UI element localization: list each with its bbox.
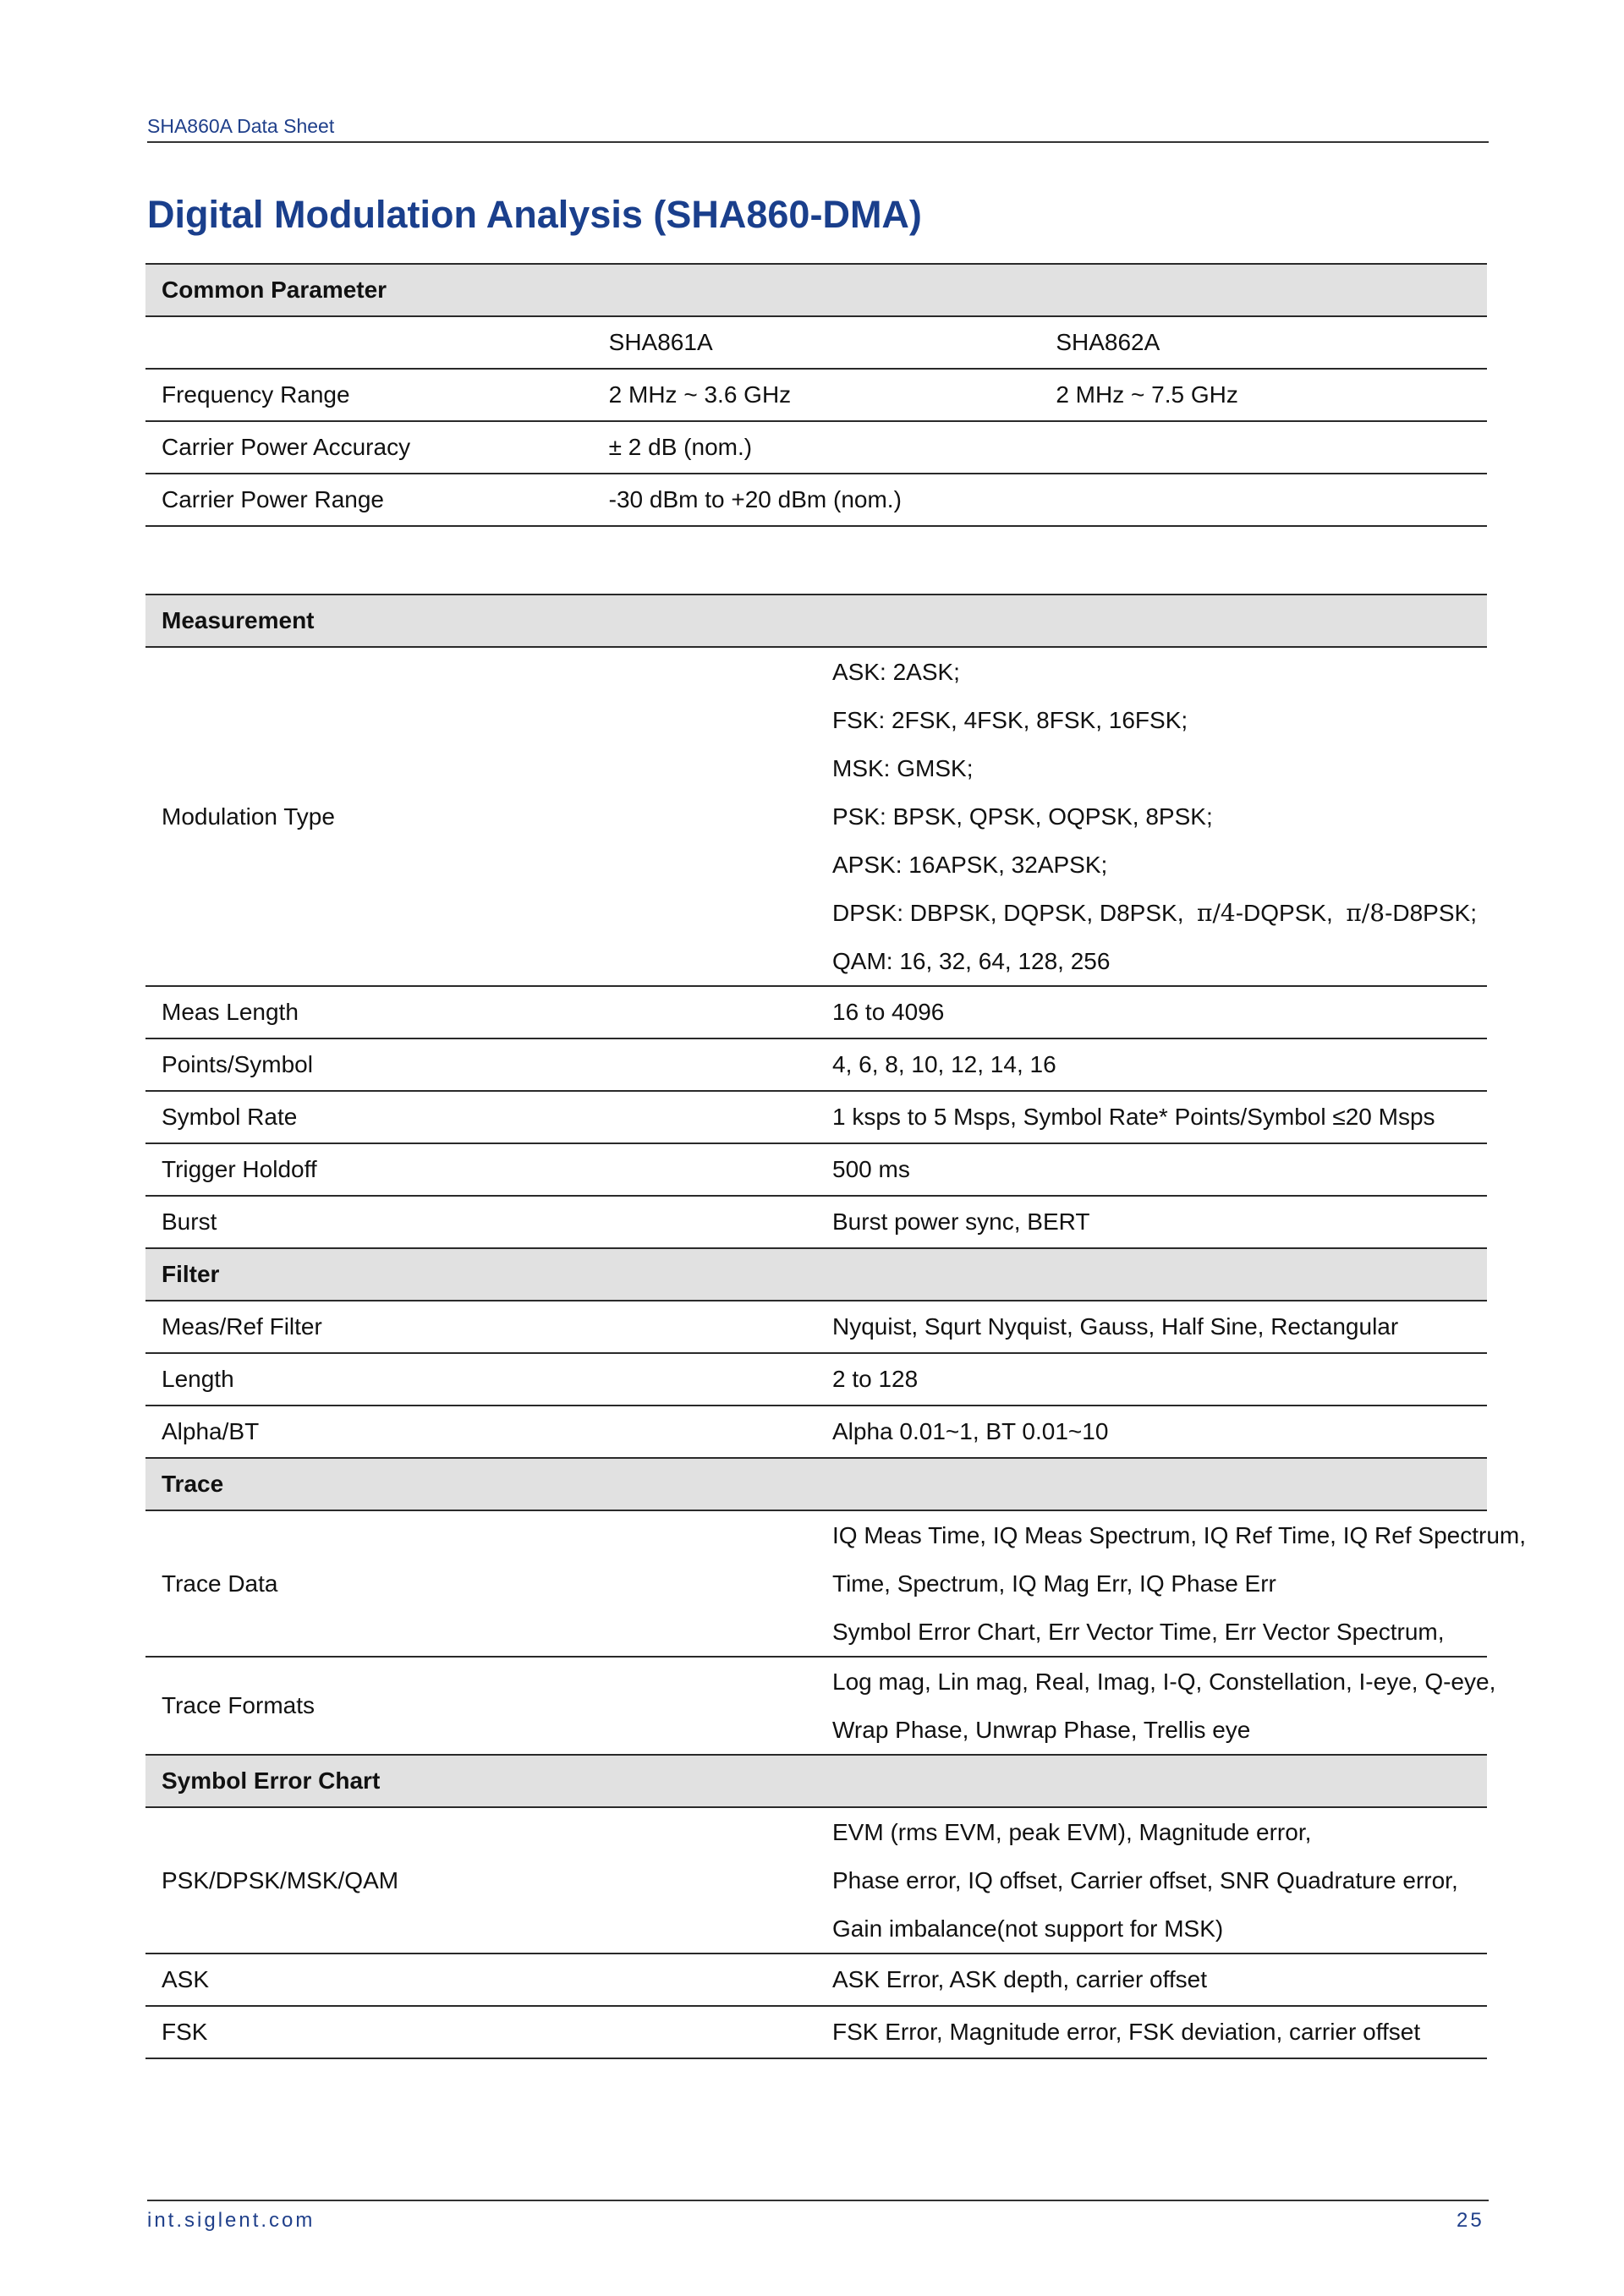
table-row xyxy=(145,1510,1487,1657)
row-label: Trigger Holdoff xyxy=(145,1143,816,1196)
value-line: Phase error, IQ offset, Carrier offset, SNR Quadrature error, xyxy=(832,1867,1458,1893)
row-value: -30 dBm to +20 dBm (nom.) xyxy=(593,474,1487,526)
table-row xyxy=(145,1353,1487,1406)
row-label: Meas Length xyxy=(145,986,816,1038)
row-value: Burst power sync, BERT xyxy=(816,1196,1487,1248)
section-header xyxy=(145,1755,1487,1807)
table-row xyxy=(145,1038,1487,1091)
section-header xyxy=(145,595,1487,647)
row-label: Length xyxy=(145,1353,816,1406)
row-label: Symbol Rate xyxy=(145,1091,816,1143)
row-value xyxy=(816,1807,1487,1954)
value-line: APSK: 16APSK, 32APSK; xyxy=(832,852,1108,878)
table-row xyxy=(145,1091,1487,1143)
row-label: Trace Data xyxy=(145,1510,816,1657)
table-row xyxy=(145,986,1487,1038)
row-label: Frequency Range xyxy=(145,369,593,421)
row-label: Meas/Ref Filter xyxy=(145,1301,816,1353)
header-divider xyxy=(147,141,1489,143)
row-value: 4, 6, 8, 10, 12, 14, 16 xyxy=(816,1038,1487,1091)
row-value: ASK Error, ASK depth, carrier offset xyxy=(816,1954,1487,2006)
row-label: PSK/DPSK/MSK/QAM xyxy=(145,1807,816,1954)
value-line: MSK: GMSK; xyxy=(832,755,974,781)
table-row xyxy=(145,1657,1487,1755)
section-title: Symbol Error Chart xyxy=(145,1755,1487,1807)
row-value: 2 MHz ~ 3.6 GHz xyxy=(593,369,1040,421)
row-value xyxy=(816,1657,1496,1755)
table-row xyxy=(145,1196,1487,1248)
table-row xyxy=(145,316,1487,369)
row-value: 1 ksps to 5 Msps, Symbol Rate* Points/Symbol ≤20 Msps xyxy=(816,1091,1487,1143)
row-label: FSK xyxy=(145,2006,816,2058)
value-line: DPSK: DBPSK, DQPSK, D8PSK, π/4-DQPSK, π/8-D8PSK; xyxy=(832,899,1477,927)
value-line: PSK: BPSK, QPSK, OQPSK, 8PSK; xyxy=(832,803,1213,830)
page-title: Digital Modulation Analysis (SHA860-DMA) xyxy=(147,193,922,236)
row-label: Carrier Power Accuracy xyxy=(145,421,593,474)
row-value: 2 MHz ~ 7.5 GHz xyxy=(1040,369,1487,421)
row-value xyxy=(816,647,1487,986)
row-value xyxy=(816,1510,1526,1657)
model-name: SHA862A xyxy=(1040,316,1487,369)
section-header xyxy=(145,264,1487,316)
page-number: 25 xyxy=(1457,2209,1484,2232)
row-value: 16 to 4096 xyxy=(816,986,1487,1038)
value-line: FSK: 2FSK, 4FSK, 8FSK, 16FSK; xyxy=(832,707,1188,733)
section-title: Common Parameter xyxy=(145,264,1487,316)
common-parameter-table xyxy=(145,263,1487,527)
value-line: IQ Meas Time, IQ Meas Spectrum, IQ Ref Time, IQ Ref Spectrum, xyxy=(832,1522,1526,1548)
table-row xyxy=(145,2006,1487,2058)
value-line: QAM: 16, 32, 64, 128, 256 xyxy=(832,948,1111,974)
table-row xyxy=(145,474,1487,526)
table-row xyxy=(145,369,1487,421)
row-value: Nyquist, Squrt Nyquist, Gauss, Half Sine, Rectangular xyxy=(816,1301,1487,1353)
row-label: Trace Formats xyxy=(145,1657,816,1755)
row-value: ± 2 dB (nom.) xyxy=(593,421,1487,474)
section-header xyxy=(145,1458,1487,1510)
row-value: Alpha 0.01~1, BT 0.01~10 xyxy=(816,1406,1487,1458)
table-row xyxy=(145,647,1487,986)
value-line: Gain imbalance(not support for MSK) xyxy=(832,1915,1224,1942)
row-label: Modulation Type xyxy=(145,647,816,986)
row-label: Alpha/BT xyxy=(145,1406,816,1458)
value-line: Symbol Error Chart, Err Vector Time, Err Vector Spectrum, xyxy=(832,1619,1445,1645)
pi-over-4: π/4 xyxy=(1197,899,1236,927)
table-row xyxy=(145,1406,1487,1458)
table-row xyxy=(145,1954,1487,2006)
section-title: Measurement xyxy=(145,595,1487,647)
model-name: SHA861A xyxy=(593,316,1040,369)
row-label: ASK xyxy=(145,1954,816,2006)
value-line: Wrap Phase, Unwrap Phase, Trellis eye xyxy=(832,1717,1251,1743)
value-line: EVM (rms EVM, peak EVM), Magnitude error, xyxy=(832,1819,1312,1845)
section-title: Filter xyxy=(145,1248,1487,1301)
table-row xyxy=(145,421,1487,474)
row-value: FSK Error, Magnitude error, FSK deviation, carrier offset xyxy=(816,2006,1487,2058)
measurement-table xyxy=(145,594,1526,2059)
table-row xyxy=(145,1301,1487,1353)
header-doc-title: SHA860A Data Sheet xyxy=(147,115,335,137)
value-line: Time, Spectrum, IQ Mag Err, IQ Phase Err xyxy=(832,1570,1276,1597)
table-row xyxy=(145,1143,1487,1196)
pi-over-8: π/8 xyxy=(1346,899,1385,927)
footer-divider xyxy=(147,2200,1489,2201)
value-line: Log mag, Lin mag, Real, Imag, I-Q, Constellation, I-eye, Q-eye, xyxy=(832,1669,1496,1695)
row-value: 500 ms xyxy=(816,1143,1487,1196)
footer-site-link[interactable]: int.siglent.com xyxy=(147,2209,315,2232)
section-header xyxy=(145,1248,1487,1301)
section-title: Trace xyxy=(145,1458,1487,1510)
row-label: Carrier Power Range xyxy=(145,474,593,526)
value-line: ASK: 2ASK; xyxy=(832,659,960,685)
row-label: Burst xyxy=(145,1196,816,1248)
row-label: Points/Symbol xyxy=(145,1038,816,1091)
table-row xyxy=(145,1807,1487,1954)
row-value: 2 to 128 xyxy=(816,1353,1487,1406)
